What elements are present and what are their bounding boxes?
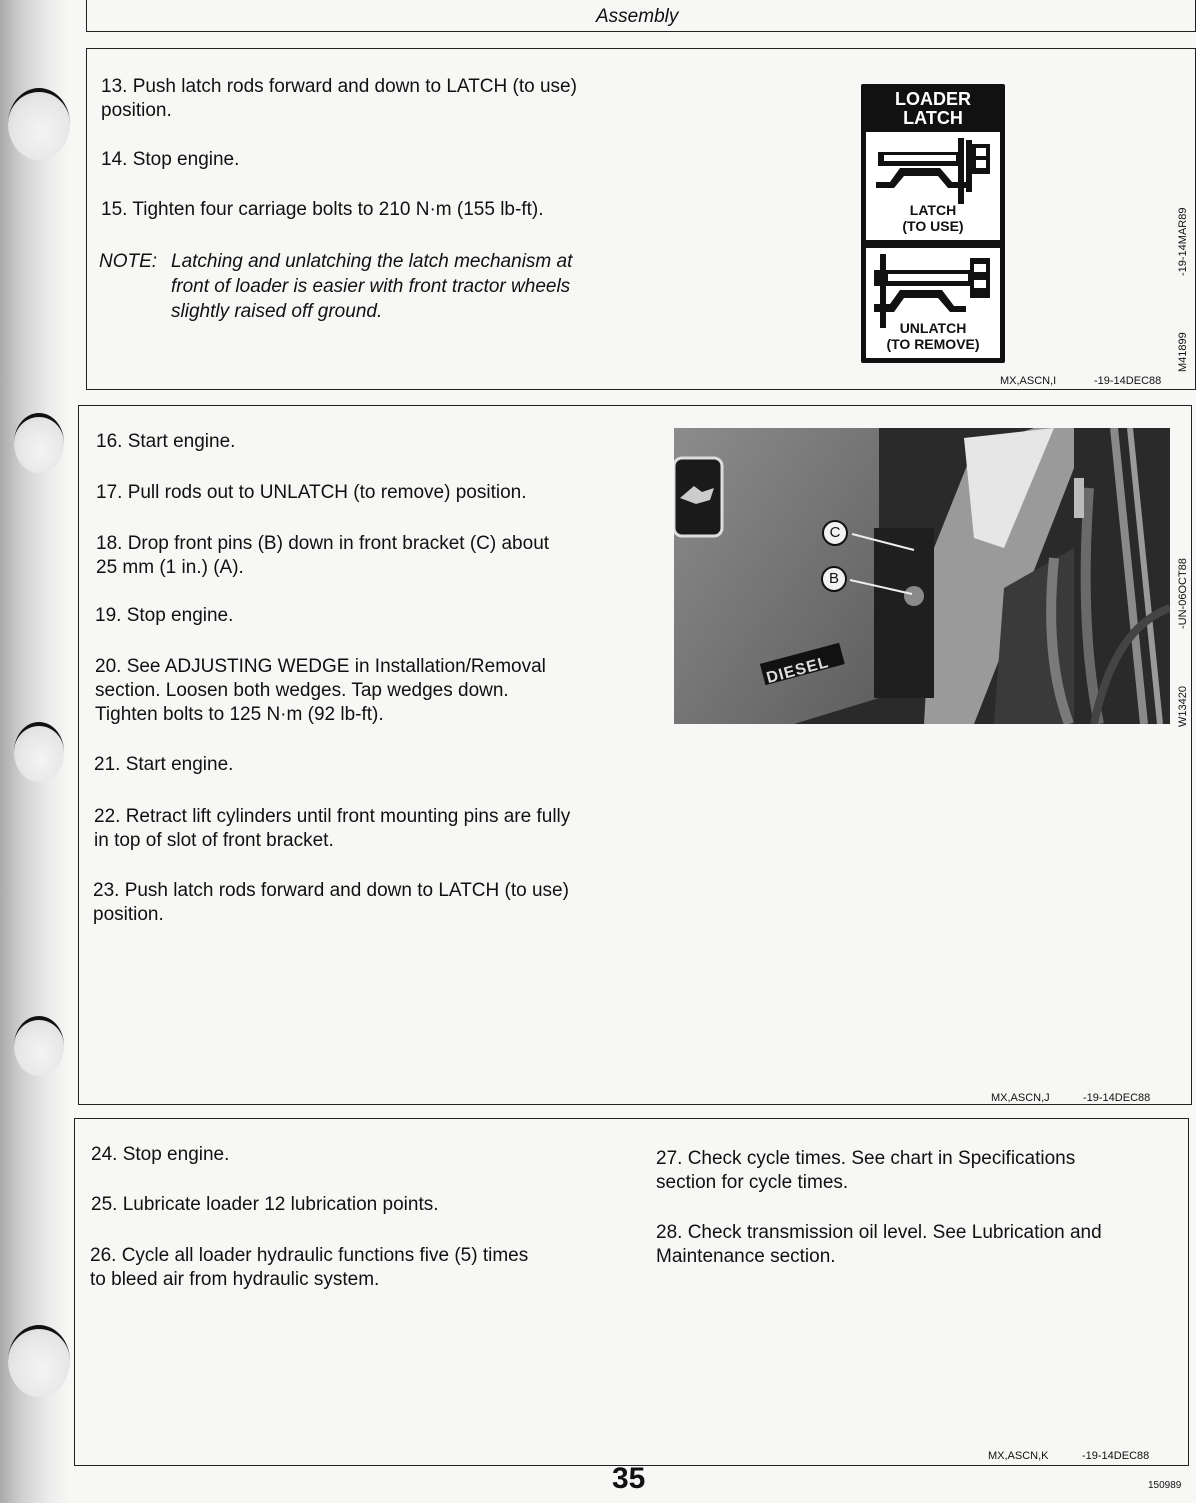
figure-id: M41899 bbox=[1177, 332, 1189, 372]
page-section-title: Assembly bbox=[596, 6, 679, 27]
latch-engaged-icon bbox=[866, 136, 1000, 206]
step-17: 17. Pull rods out to UNLATCH (to remove) position. bbox=[96, 482, 527, 503]
ref-date: -19-14DEC88 bbox=[1094, 375, 1162, 387]
step-25: 25. Lubricate loader 12 lubrication points. bbox=[91, 1194, 439, 1215]
step-21: 21. Start engine. bbox=[94, 754, 234, 775]
step-14: 14. Stop engine. bbox=[101, 149, 240, 170]
callout-b: B bbox=[821, 566, 847, 592]
punch-hole bbox=[14, 1016, 64, 1076]
punch-hole bbox=[14, 722, 64, 782]
decal-title: LOADER LATCH bbox=[895, 89, 971, 128]
note-body: Latching and unlatching the latch mechanism at front of loader is easier with front tractor wheels slightly raised off ground. bbox=[171, 251, 573, 322]
figure-id: W13420 bbox=[1177, 686, 1189, 727]
ref-code: MX,ASCN,I bbox=[1000, 375, 1057, 387]
step-27: 27. Check cycle times. See chart in Specifications section for cycle times. bbox=[656, 1148, 1076, 1193]
photo-illustration bbox=[674, 428, 1170, 724]
callout-c: C bbox=[822, 520, 848, 546]
step-19: 19. Stop engine. bbox=[95, 605, 234, 626]
decal-latch-panel bbox=[866, 132, 1000, 240]
ref-code: MX,ASCN,K bbox=[988, 1450, 1049, 1462]
unlatch-label: UNLATCH (TO REMOVE) bbox=[886, 320, 980, 352]
step-26: 26. Cycle all loader hydraulic functions five (5) times to bleed air from hydraulic system. bbox=[90, 1245, 529, 1290]
doc-code: 150989 bbox=[1148, 1480, 1182, 1491]
tractor-bracket-photo bbox=[674, 428, 1170, 724]
decal-unlatch-panel bbox=[866, 248, 1000, 358]
ref-date: -19-14DEC88 bbox=[1083, 1092, 1151, 1104]
loader-latch-decal bbox=[861, 84, 1005, 363]
step-28: 28. Check transmission oil level. See Lubrication and Maintenance section. bbox=[656, 1222, 1102, 1267]
step-22: 22. Retract lift cylinders until front mounting pins are fully in top of slot of front bracket. bbox=[94, 806, 571, 851]
step-18: 18. Drop front pins (B) down in front bracket (C) about 25 mm (1 in.) (A). bbox=[96, 533, 550, 578]
step-23: 23. Push latch rods forward and down to LATCH (to use) position. bbox=[93, 880, 569, 925]
punch-hole bbox=[8, 88, 70, 160]
step-16: 16. Start engine. bbox=[96, 431, 236, 452]
diesel-badge: DIESEL bbox=[764, 654, 831, 687]
step-20: 20. See ADJUSTING WEDGE in Installation/Removal section. Loosen both wedges. Tap wedges down. Tighten bolts to 125 N·m (92 lb-ft). bbox=[95, 656, 546, 725]
figure-date: -19-14MAR89 bbox=[1177, 207, 1189, 276]
ref-code: MX,ASCN,J bbox=[991, 1092, 1050, 1104]
punch-hole bbox=[8, 1325, 70, 1397]
latch-label: LATCH (TO USE) bbox=[902, 202, 964, 234]
note-label: NOTE: bbox=[99, 251, 158, 272]
note bbox=[99, 249, 659, 329]
page-number: 35 bbox=[612, 1462, 646, 1495]
latch-disengaged-icon bbox=[866, 250, 1000, 330]
step-15: 15. Tighten four carriage bolts to 210 N·m (155 lb-ft). bbox=[101, 199, 544, 220]
punch-hole bbox=[14, 413, 64, 473]
step-24: 24. Stop engine. bbox=[91, 1144, 230, 1165]
ref-date: -19-14DEC88 bbox=[1082, 1450, 1150, 1462]
figure-date: -UN-06OCT88 bbox=[1177, 558, 1189, 629]
step-13: 13. Push latch rods forward and down to LATCH (to use) position. bbox=[101, 76, 577, 121]
